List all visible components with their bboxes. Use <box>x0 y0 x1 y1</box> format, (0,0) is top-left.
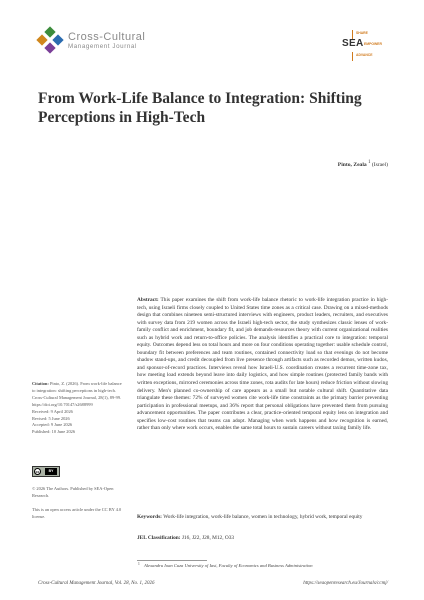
journal-name-line2: Management Journal <box>68 43 137 50</box>
footer-url-link[interactable]: https://seaopenresearch.eu/Journals/ccmj/ <box>303 581 388 586</box>
footnote-divider <box>137 560 207 561</box>
jel-codes: J16, J22, J28, M12, O33 <box>181 535 235 541</box>
journal-logo <box>38 28 208 54</box>
journal-name-line1: Cross-Cultural <box>68 31 146 43</box>
paper-title: From Work-Life Balance to Integration: Shifting Perceptions in High-Tech <box>38 90 362 126</box>
keywords <box>137 514 388 522</box>
author-affiliation-marker: 1 <box>368 160 371 165</box>
published-date: Published: 10 June 2026 <box>32 429 76 435</box>
publisher-name: SEA <box>342 38 364 49</box>
publisher-tag-empower: EMPOWER <box>364 42 382 46</box>
footnote <box>138 562 388 568</box>
jel-label: JEL Classification: <box>137 535 181 541</box>
jel-classification <box>137 535 388 543</box>
keywords-text: Work-life integration, work-life balance, women in technology, hybrid work, temporal equity <box>163 514 363 520</box>
received-date: Received: 9 April 2026 <box>32 408 73 414</box>
keywords-label: Keywords: <box>137 514 162 520</box>
journal-emblem-icon <box>38 28 62 52</box>
publisher-logo <box>330 22 390 66</box>
abstract-text: This paper examines the shift from work-life balance rhetoric to work-life integration practice in high-tech, using Israeli firms closely coupled to United States time zones as a critical case. Drawing on a mixed-methods design that combines nineteen semi-structured interviews with engineers, product leaders, recruiters, and executives with survey data from 219 women across the Israeli high-tech sector, the study synthesizes classic lenses of work-family conflict and enrichment, boundary fit, and job demands-resources theory with current organizational realities such as hybrid work and return-to-office policies. The analysis identifies a practical core to integration: temporal equity. Outcomes depend less on total hours and more on four conditions operating together: usable schedule control, boundary fit between preferences and team routines, contained connectivity load so that evenings do not become shadow stand-ups, and credit decoupled from live presence through artifacts such as recorded demos, written kudos, and sponsor-of-record practices. Interviews reveal how Israeli-U.S. coordination creates a recurrent time-zone tax, how meeting load extends beyond leave into daily logistics, and how simple routines (protected family bands with written exceptions, mirrored ceremonies across time zones, rota audits for late hours) reduce friction without slowing delivery. Men's planned co-ownership of care appears as a small but notable cultural shift. Quantitative data triangulate these themes: 72% of surveyed women cite work-life time constraints as the primary barrier preventing participation in professional meetups, and 36% report that personal obligations have prevented them from pursuing advancement opportunities. The paper contributes a clear, practice-oriented temporal equity lens on integration and specifies low-cost routines that teams can adopt. Managing when work happens and how recognition is earned, rather than only where work occurs, enables the same total hours to sustain careers without taxing family life. <box>137 297 388 432</box>
cc-by-license-icon[interactable] <box>32 466 60 477</box>
cc-symbol: cc <box>35 469 40 474</box>
author-country: (Israel) <box>371 161 388 168</box>
author-line <box>338 160 388 168</box>
by-symbol: BY <box>45 468 57 475</box>
footer-journal-issue: Cross-Cultural Management Journal, Vol. 28, No. 1, 2026 <box>38 581 155 586</box>
abstract-label: Abstract: <box>137 297 159 303</box>
footnote-marker: 1 <box>138 562 140 566</box>
author-name: Pinto, Zeala <box>337 161 367 168</box>
publisher-tag-share: SHARE <box>356 31 368 35</box>
copyright-notice: © 2026 The Authors. Published by SEA-Open Research. <box>32 486 114 498</box>
citation-text: Pinto, Z. (2026). From work-life balance to integration: shifting perceptions in high-tech. Cross-Cultural Management Journal, 28(1), 89-99. https://doi.org/10.70147/s2688999 <box>32 381 122 407</box>
citation-block <box>32 381 124 436</box>
footnote-text: Alexandru Ioan Cuza University of Iasi, Faculty of Economics and Business Administration <box>144 563 313 568</box>
abstract <box>137 297 388 433</box>
journal-name <box>68 31 145 51</box>
license-notice: This is an open access article under the CC BY 4.0 license. <box>32 507 122 519</box>
citation-label: Citation: <box>32 381 49 386</box>
accepted-date: Accepted: 9 June 2026 <box>32 422 73 428</box>
publisher-tag-advance: ADVANCE <box>356 53 373 57</box>
publisher-logo-line <box>352 52 353 61</box>
revised-date: Revised: 5 June 2026 <box>32 415 70 421</box>
